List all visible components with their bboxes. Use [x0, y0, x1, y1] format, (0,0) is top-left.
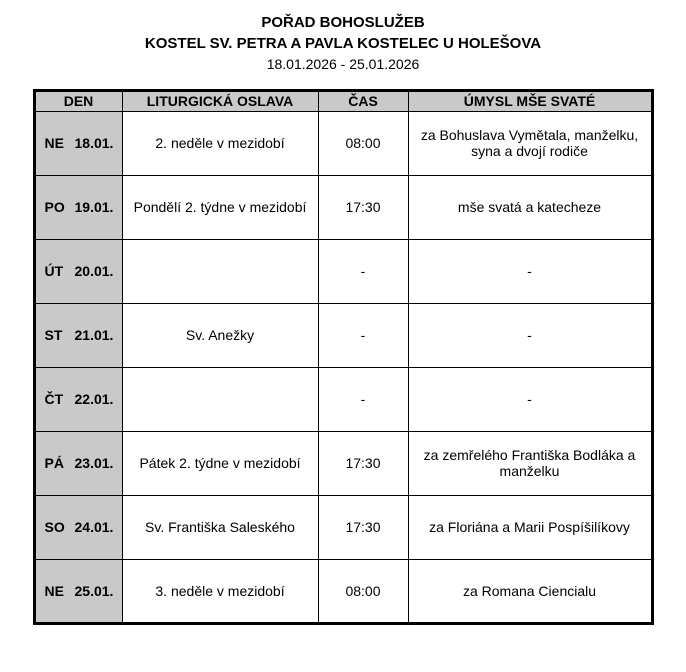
den-cell [34, 111, 122, 175]
oslava-cell [122, 367, 318, 431]
day-label: PO [44, 199, 65, 216]
schedule-table [33, 89, 654, 625]
day-label: ČT [44, 391, 64, 408]
oslava-cell [122, 239, 318, 303]
date-label: 22.01. [74, 391, 114, 408]
table-row [34, 175, 652, 239]
oslava-cell: 3. neděle v mezidobí [122, 559, 318, 623]
day-label: NE [44, 582, 64, 599]
den-cell [34, 239, 122, 303]
umysl-cell: - [408, 239, 652, 303]
cas-cell: 17:30 [318, 495, 408, 559]
table-row [34, 303, 652, 367]
date-range: 18.01.2026 - 25.01.2026 [266, 56, 420, 72]
table-header-row [34, 90, 652, 111]
page-subtitle: KOSTEL SV. PETRA A PAVLA KOSTELEC U HOLEŠOVA [144, 35, 542, 52]
cas-cell: 08:00 [318, 559, 408, 623]
table-row [34, 559, 652, 623]
day-label: ST [44, 327, 63, 344]
umysl-cell: za Romana Ciencialu [408, 559, 652, 623]
den-cell [34, 431, 122, 495]
umysl-cell: za Floriána a Marii Pospíšilíkovy [408, 495, 652, 559]
table-row [34, 367, 652, 431]
date-label: 25.01. [74, 582, 114, 599]
column-header-umysl: ÚMYSL MŠE SVATÉ [408, 90, 652, 111]
cas-cell: 17:30 [318, 175, 408, 239]
oslava-cell: Sv. Anežky [122, 303, 318, 367]
date-label: 21.01. [74, 327, 114, 344]
day-label: ÚT [44, 263, 64, 280]
oslava-cell: Pátek 2. týdne v mezidobí [122, 431, 318, 495]
den-cell [34, 175, 122, 239]
oslava-cell: Pondělí 2. týdne v mezidobí [122, 175, 318, 239]
day-label: NE [44, 135, 64, 152]
cas-cell: - [318, 303, 408, 367]
umysl-cell: - [408, 367, 652, 431]
date-label: 23.01. [74, 455, 114, 472]
day-label: PÁ [44, 455, 64, 472]
page-title: POŘAD BOHOSLUŽEB [261, 14, 425, 31]
den-cell [34, 559, 122, 623]
table-row [34, 431, 652, 495]
cas-cell: - [318, 367, 408, 431]
cas-cell: 17:30 [318, 431, 408, 495]
date-label: 20.01. [74, 263, 114, 280]
den-cell [34, 303, 122, 367]
table-row [34, 111, 652, 175]
cas-cell: - [318, 239, 408, 303]
umysl-cell: - [408, 303, 652, 367]
column-header-den: DEN [34, 90, 122, 111]
oslava-cell: 2. neděle v mezidobí [122, 111, 318, 175]
umysl-cell: za zemřelého Františka Bodláka a manželku [408, 431, 652, 495]
cas-cell: 08:00 [318, 111, 408, 175]
den-cell [34, 367, 122, 431]
day-label: SO [44, 519, 65, 536]
column-header-oslava: LITURGICKÁ OSLAVA [122, 90, 318, 111]
date-label: 18.01. [74, 135, 114, 152]
column-header-cas: ČAS [318, 90, 408, 111]
oslava-cell: Sv. Františka Saleského [122, 495, 318, 559]
umysl-cell: za Bohuslava Vymětala, manželku, syna a dvojí rodiče [408, 111, 652, 175]
date-label: 19.01. [74, 199, 114, 216]
table-row [34, 239, 652, 303]
date-label: 24.01. [74, 519, 114, 536]
den-cell [34, 495, 122, 559]
umysl-cell: mše svatá a katecheze [408, 175, 652, 239]
table-row [34, 495, 652, 559]
document-header [0, 12, 686, 75]
